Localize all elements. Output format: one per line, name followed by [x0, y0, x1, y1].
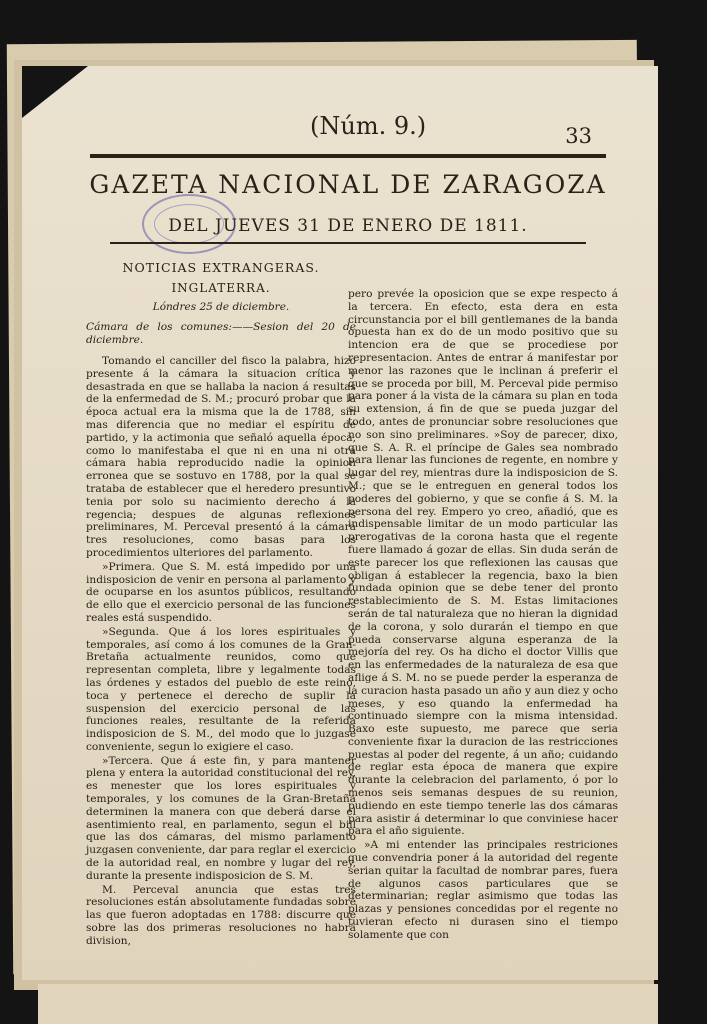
session-heading: Cámara de los comunes:——Sesion del 20 de diciembre. — [86, 321, 356, 347]
paragraph: »A mi entender las principales restriciones que convendria poner á la autoridad del regente serian quitar la facultad de nombrar pares, fuera de algunos casos particulares que se determinarian; reglar asimismo que todas las plazas y pensiones concedidas por el regente no tuvieran efecto ni durasen sino el tiempo solamente que con — [348, 839, 618, 941]
dateline: DEL JUEVES 31 DE ENERO DE 1811. — [168, 216, 528, 236]
paragraph: »Segunda. Que á los lores espirituales y temporales, así como á los comunes de la Gran-Bretaña actualmente reunidos, como que representan completa, libre y legalmente todas las órdenes y estados del pueblo de este reino, toca y pertenece el derecho de suplir la suspension del exercicio personal de las funciones reales, resultante de la referida indisposicion de S. M., del modo que lo juzgase conveniente, segun lo exigiere el caso. — [86, 625, 356, 753]
section-title: NOTICIAS EXTRANGERAS. — [122, 260, 320, 275]
left-column — [86, 262, 356, 949]
issue-number: (Núm. 9.) — [310, 112, 427, 140]
newspaper-page — [22, 66, 658, 980]
paragraph: M. Perceval anuncia que estas tres resoluciones están absolutamente fundadas sobre las que fueron adoptadas en 1788: discurre que sobre las dos primeras resoluciones no habrá division, — [86, 883, 356, 947]
page-number: 33 — [565, 124, 592, 148]
byline: Lóndres 25 de diciembre. — [152, 300, 290, 313]
masthead: GAZETA NACIONAL DE ZARAGOZA — [89, 170, 607, 199]
paragraph: »Tercera. Que á este fin, y para mantener plena y entera la autoridad constitucional del rey, es menester que los lores espirituales y temporales, y los comunes de la Gran-Bretaña determinen la manera con que deberá darse el asentimiento real, en parlamento, segun el bill que las dos cámaras, del mismo parlamento juzgasen conveniente, dar para reglar el exercicio de la autoridad real, en nombre y lugar del rey, durante la presente indisposicion de S. M. — [86, 754, 356, 882]
top-rule — [90, 154, 606, 158]
bottom-sheet-strip — [38, 984, 658, 1024]
masthead-rule — [110, 242, 586, 244]
folded-corner — [22, 66, 88, 118]
subsection-title: INGLATERRA. — [171, 280, 271, 295]
paragraph: pero prevée la oposicion que se expe respecto á la tercera. En efecto, esta dera en esta circunstancia por el bill gentlemanes de la banda opuesta han ex do de un modo positivo que su intencion era de que se procediese por representacion. Antes de entrar á manifestar por menor las razones que le inclinan á preferir el que se proceda por bill, M. Perceval pide permiso para poner á la vista de la cámara su plan en toda su extension, á fin de que se pueda juzgar del todo, antes de pronunciar sobre resoluciones que no son sino preliminares. »Soy de parecer, dixo, que S. A. R. el príncipe de Gales sea nombrado para llenar las funciones de regente, en nombre y lugar del rey, mientras dure la indisposicion de S. M.; que se le entreguen en general todos los poderes del gobierno, y que se confie á S. M. la persona del rey. Empero yo creo, añadió, que es indispensable limitar de un modo particular las prerogativas de la corona hasta que el regente fuere llamado á gozar de ellas. Sin duda serán de este parecer los que reflexionen las causas que obligan á establecer la regencia, baxo la bien fundada opinion que se debe tener del pronto restablecimiento de S. M. Estas limitaciones serán de tal naturaleza que no hieran la dignidad de la corona, y solo durarán el tiempo en que pueda conservarse alguna esperanza de la mejoría del rey. Os ha dicho el doctor Villis que en las enfermedades de la naturaleza de esa que aflige á S. M. no se puede perder la esperanza de la curacion hasta pasado un año y aun diez y ocho meses, y eso quando la enfermedad ha continuado siempre con la misma intensidad. Baxo este supuesto, me parece que seria conveniente fixar la duracion de las restricciones puestas al poder del regente, á un año; cuidando de reglar esta época de manera que expire durante la celebracion del parlamento, ó por lo menos seis semanas despues de su reunion, pudiendo en este tiempo tenerle las dos cámaras para asistir á determinar lo que conviniese hacer para el año siguiente. — [348, 288, 618, 838]
paragraph: »Primera. Que S. M. está impedido por una indisposicion de venir en persona al parlamento y de ocuparse en los asuntos públicos, resultando de ello que el exercicio personal de las funciones reales está suspendido. — [86, 560, 356, 624]
right-column — [348, 288, 618, 943]
paragraph: Tomando el canciller del fisco la palabra, hizo presente á la cámara la situacion crítica y desastrada en que se hallaba la nacion á resultas de la enfermedad de S. M.; procuró probar que la época actual era la misma que la de 1788, sin mas diferencia que no mediar el espíritu de partido, y la actimonia que señaló aquella época, como lo manifestaba el que ni en una ni otra cámara habia reproducido nadie la opinion erronea que se sostuvo en 1788, por la qual se trataba de establecer que el heredero presuntivo tenia por solo su nacimiento derecho á la regencia; despues de algunas reflexiones preliminares, M. Perceval presentó á la cámara tres resoluciones, como basas para los procedimientos ulteriores del parlamento. — [86, 354, 356, 559]
